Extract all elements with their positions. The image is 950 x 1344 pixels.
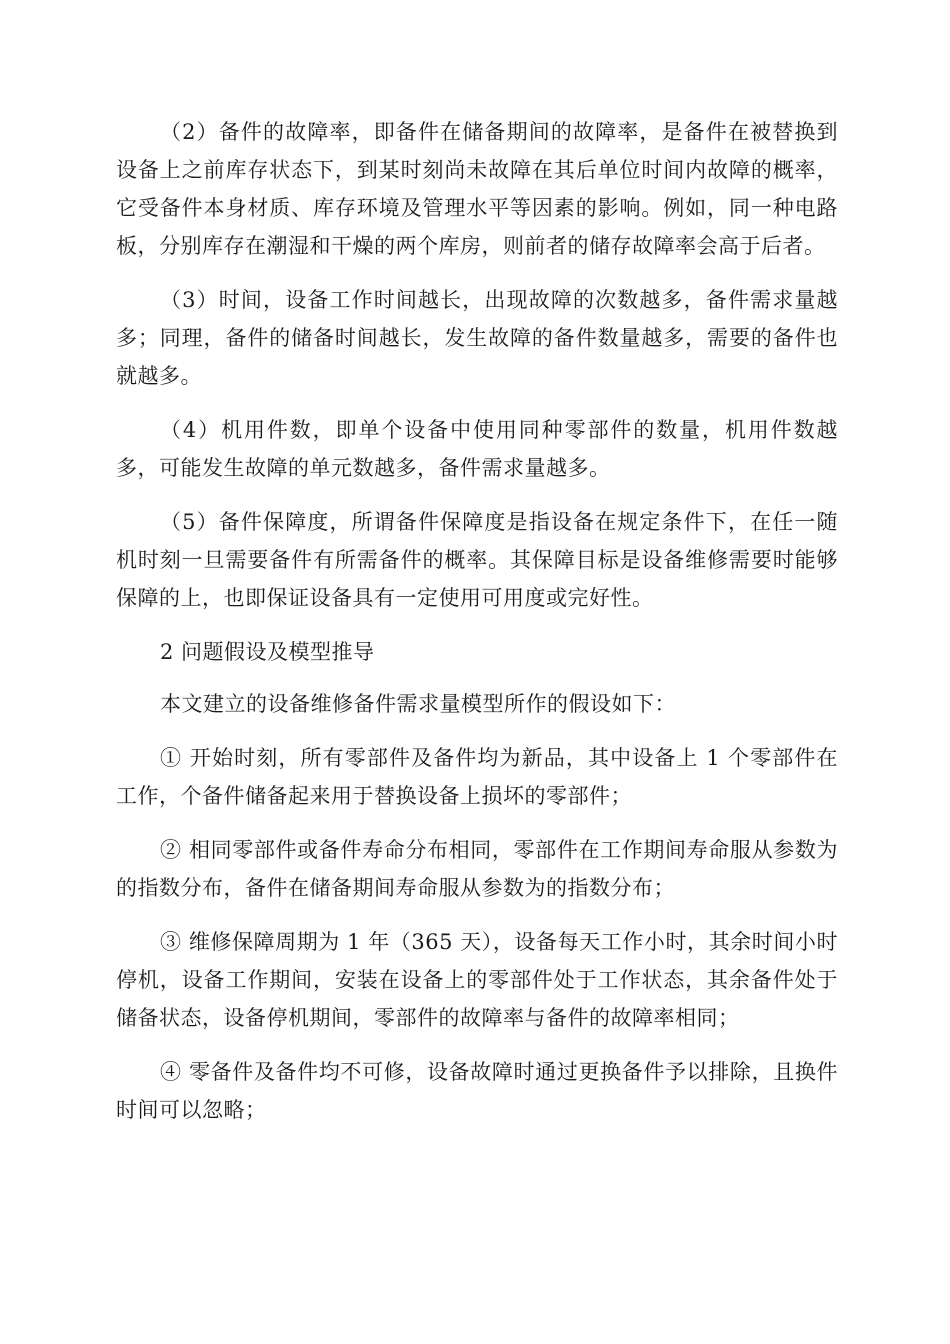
paragraph-support-degree: （5）备件保障度，所谓备件保障度是指设备在规定条件下，在任一随机时刻一旦需要备件有所需备件的概率。其保障目标是设备维修需要时能够保障的上，也即保证设备具有一定使用可用度或完好性。	[116, 510, 838, 610]
paragraph-failure-rate: （2）备件的故障率，即备件在储备期间的故障率，是备件在被替换到设备上之前库存状态下，到某时刻尚未故障在其后单位时间内故障的概率，它受备件本身材质、库存环境及管理水平等因素的影响。例如，同一种电路板，分别库存在潮湿和干燥的两个库房，则前者的储存故障率会高于后者。	[116, 120, 838, 258]
assumption-item-2: ② 相同零部件或备件寿命分布相同，零部件在工作期间寿命服从参数为的指数分布，备件在储备期间寿命服从参数为的指数分布；	[116, 838, 838, 900]
paragraph-assumptions-intro: 本文建立的设备维修备件需求量模型所作的假设如下：	[160, 692, 676, 716]
assumption-item-3: ③ 维修保障周期为 1 年（365 天），设备每天工作小时，其余时间小时停机，设备工作期间，安装在设备上的零部件处于工作状态，其余备件处于储备状态，设备停机期间，零部件的故障率与备件的故障率相同；	[116, 930, 838, 1030]
paragraph-time: （3）时间，设备工作时间越长，出现故障的次数越多，备件需求量越多；同理，备件的储备时间越长，发生故障的备件数量越多，需要的备件也就越多。	[116, 288, 838, 388]
assumption-item-1: ① 开始时刻，所有零部件及备件均为新品，其中设备上 1 个零部件在工作，个备件储备起来用于替换设备上损坏的零部件；	[116, 746, 838, 808]
section-heading: 2 问题假设及模型推导	[160, 640, 375, 664]
paragraph-unit-count: （4）机用件数，即单个设备中使用同种零部件的数量，机用件数越多，可能发生故障的单元数越多，备件需求量越多。	[116, 418, 838, 480]
document-body	[116, 113, 838, 1145]
assumption-item-4: ④ 零备件及备件均不可修，设备故障时通过更换备件予以排除，且换件时间可以忽略；	[116, 1060, 838, 1122]
